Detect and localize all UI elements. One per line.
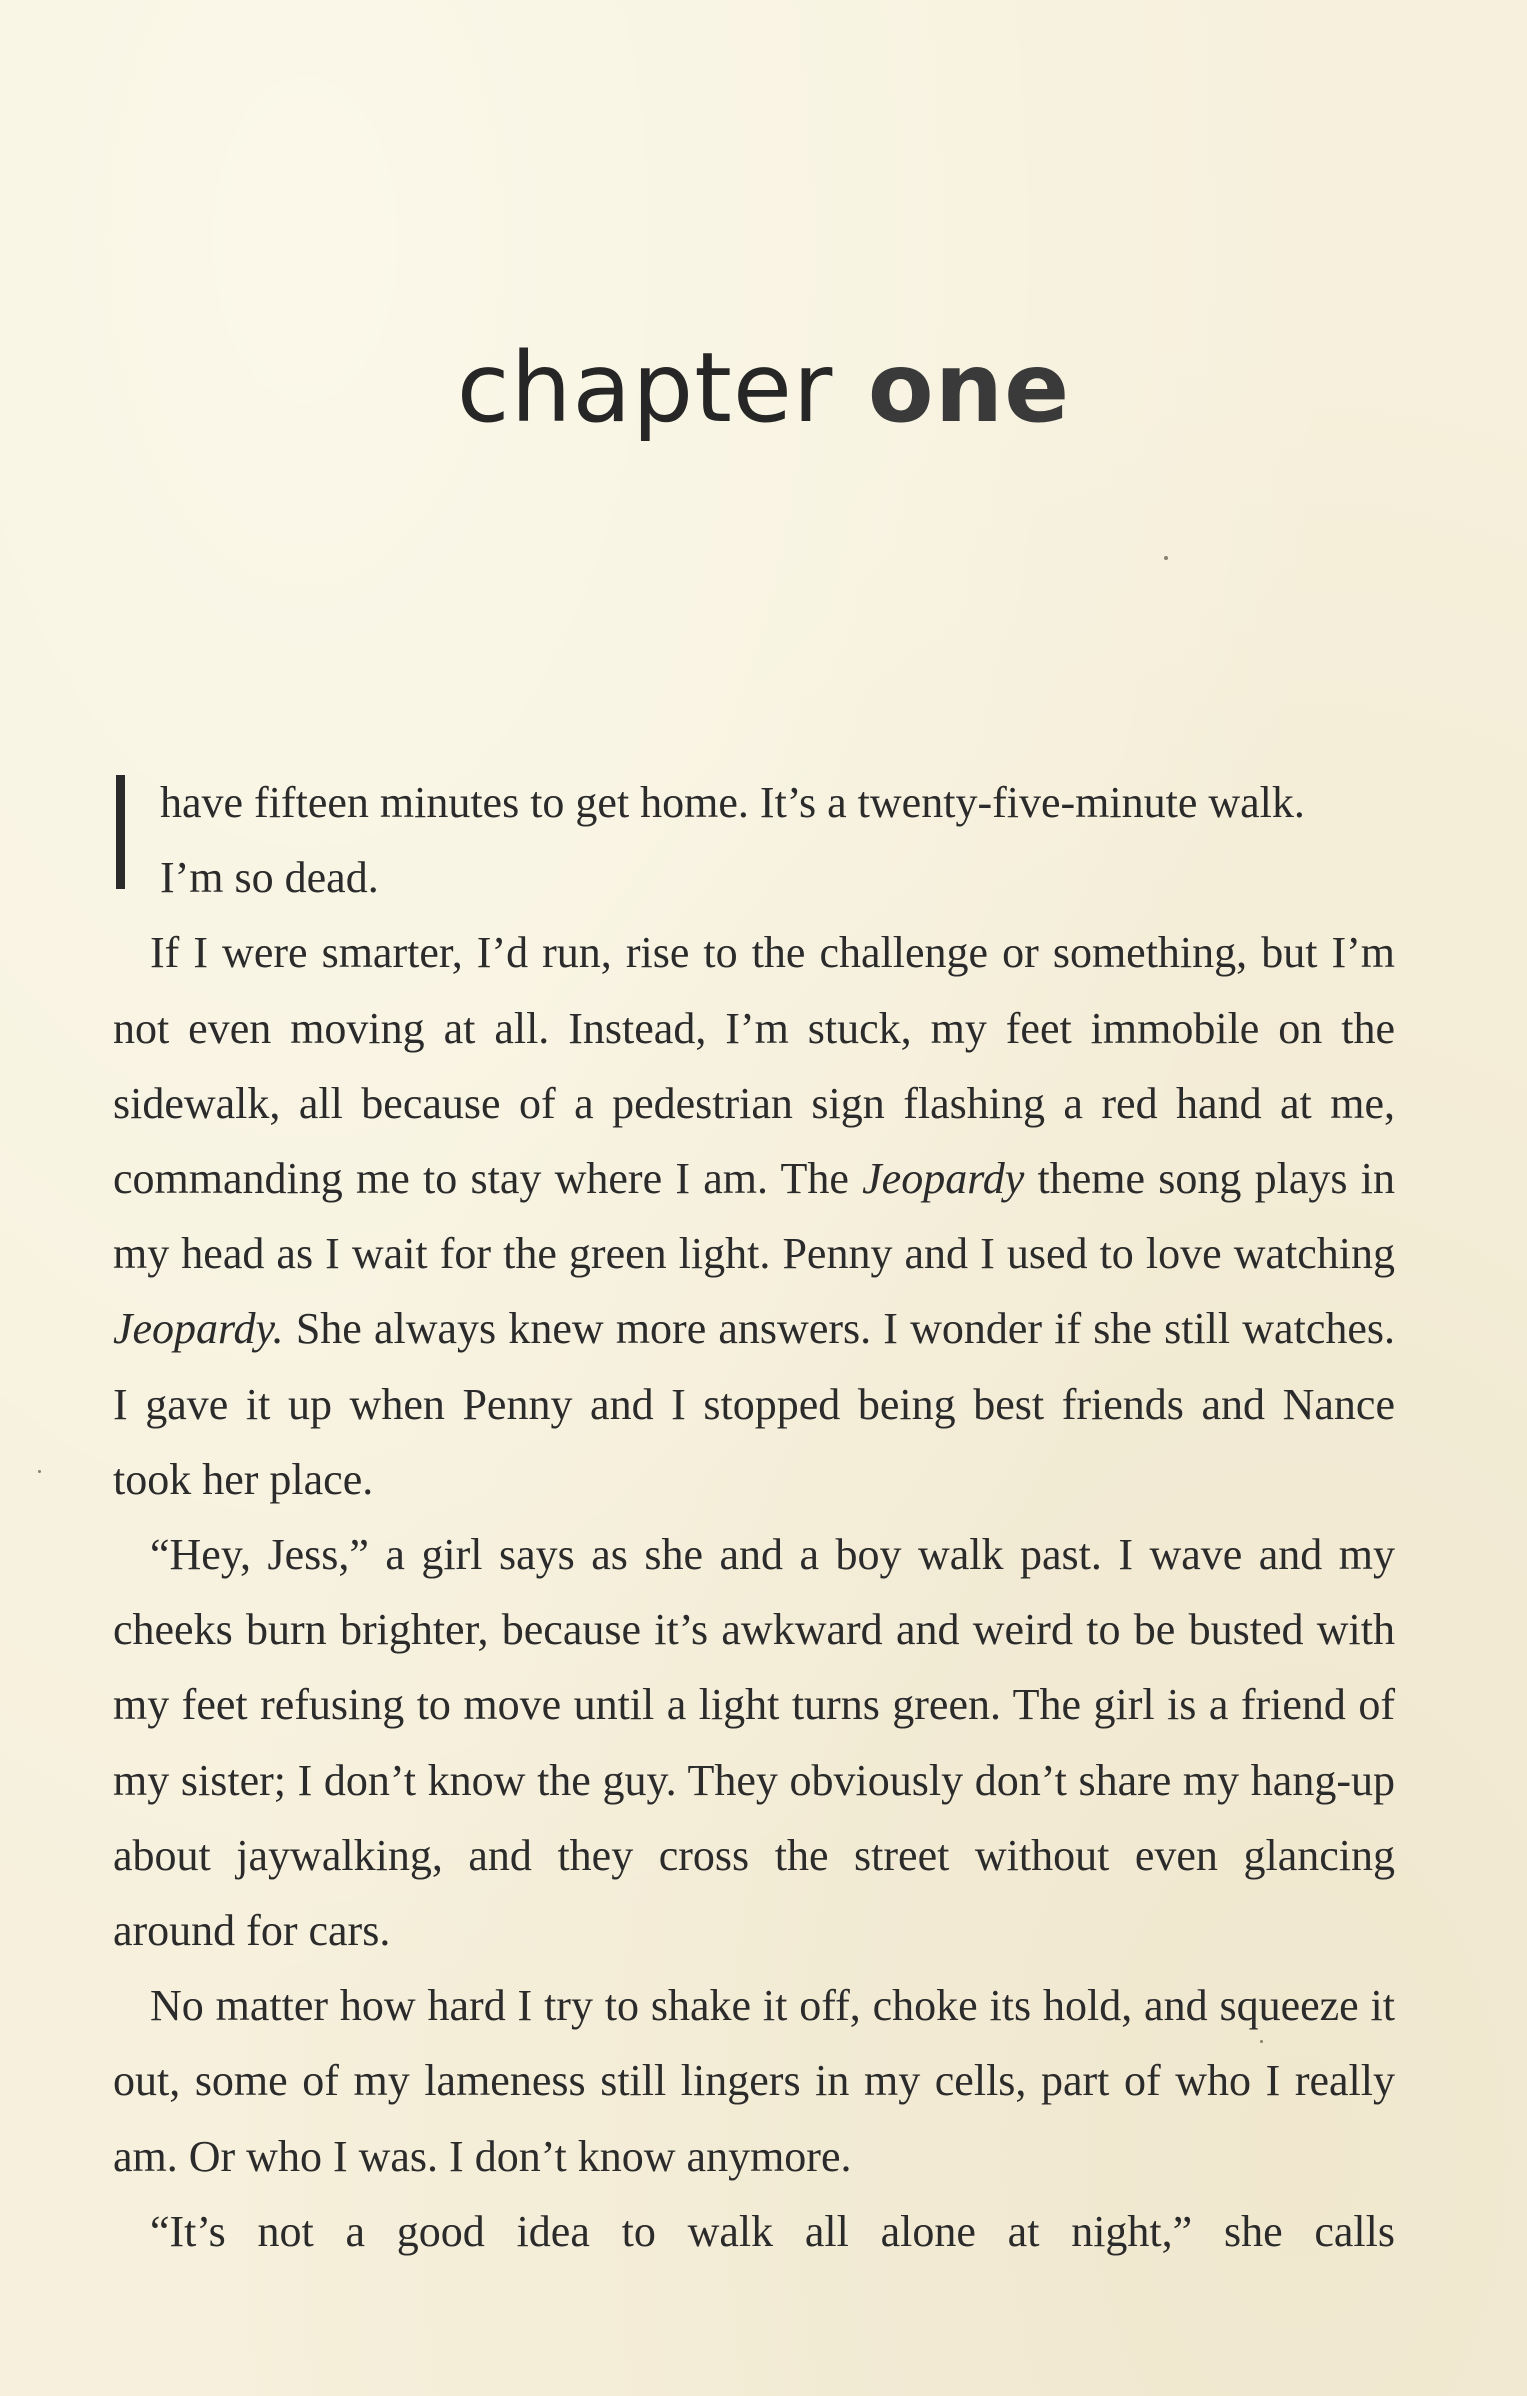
opening-paragraph [113,765,1395,915]
paragraph-text: theme song plays in my head as I wait for the green light. Penny and I used to love watching [113,1154,1395,1279]
paragraph [113,915,1395,1517]
italic-title: Jeopardy. [113,1304,284,1354]
drop-cap-letter [116,775,117,776]
paragraph-text: She always knew more answers. I wonder if she still watches. I gave it up when Penny and I stopped being best friends and Nance took her place. [113,1304,1395,1504]
paragraph: “It’s not a good idea to walk all alone at night,” she calls [150,2206,1395,2256]
opening-line: I’m so dead. [160,853,379,903]
paper-speck [1164,556,1168,560]
italic-title: Jeopardy [862,1154,1025,1204]
chapter-heading-word: chapter [456,332,834,444]
drop-cap-bar [116,775,125,889]
paper-speck [38,1470,41,1473]
opening-line: have fifteen minutes to get home. It’s a twenty-five-minute walk. [160,778,1305,827]
paragraph: “Hey, Jess,” a girl says as she and a boy walk past. I wave and my cheeks burn brighter, because it’s awkward and weird to be busted with my feet refusing to move until a light turns green. The girl is a friend of my sister; I don’t know the guy. They obviously don’t share my hang-up about jaywalking, and they cross the street without even glancing around for cars. [113,1530,1395,1956]
chapter-heading [0,332,1527,444]
paragraph: No matter how hard I try to shake it off, choke its hold, and squeeze it out, some of my lameness still lingers in my cells, part of who I really am. Or who I was. I don’t know anymore. [113,1981,1395,2181]
chapter-number: one [867,332,1071,444]
paragraph-text: If I were smarter, I’d run, rise to the challenge or something, but I’m not even moving at all. Instead, I’m stuck, my feet immobile on the sidewalk, all because of a pedestrian sign flashing a red hand at me, commanding me to stay where I am. The [113,928,1395,1204]
chapter-body-text [113,765,1395,2269]
